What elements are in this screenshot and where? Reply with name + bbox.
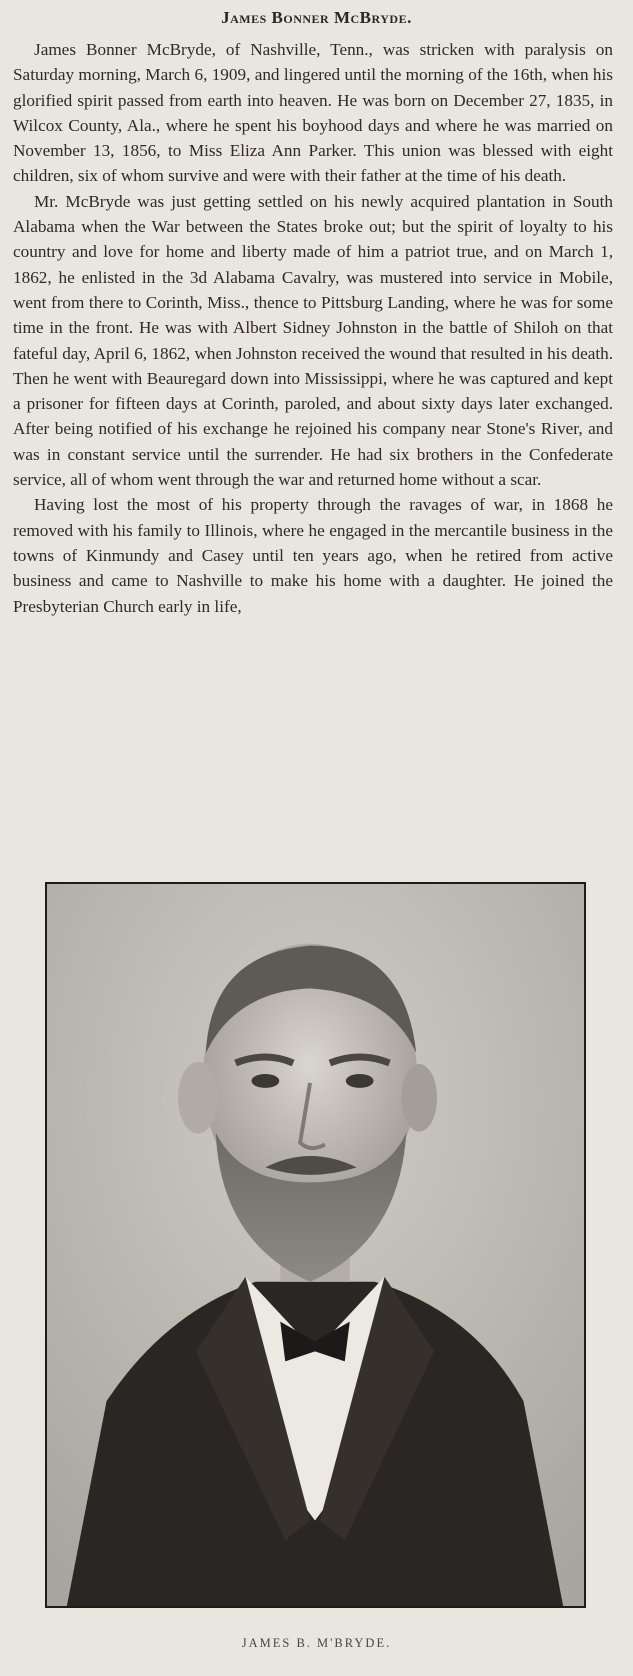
photo-caption: JAMES B. M'BRYDE.: [241, 1636, 392, 1650]
paragraph-1: James Bonner McBryde, of Nashville, Tenn., was stricken with paralysis on Saturday morning, March 6, 1909, and lingered until the morning of the 16th, when his glorified spirit passed from earth into heaven. He was born on December 27, 1835, in Wilcox County, Ala., where he spent his boyhood days and where he was married on November 13, 1856, to Miss Eliza Ann Parker. This union was blessed with eight children, six of whom survive and were with their father at the time of his death.: [13, 40, 613, 186]
portrait-photo: [45, 882, 586, 1608]
paragraph-3: Having lost the most of his property through the ravages of war, in 1868 he removed with his family to Illinois, where he engaged in the mercantile business in the towns of Kinmundy and Casey until ten years ago, when he retired from active business and came to Nashville to make his home with a daughter. He joined the Presbyterian Church early in life,: [13, 495, 613, 616]
article-heading: James Bonner McBryde.: [221, 8, 412, 27]
portrait-image: [47, 884, 584, 1606]
paragraph-2: Mr. McBryde was just getting settled on his newly acquired plantation in South Alabama when the War between the States broke out; but the spirit of loyalty to his country and love for home and liberty made of him a patriot true, and on March 1, 1862, he enlisted in the 3d Alabama Cavalry, was mustered into service in Mobile, went from there to Corinth, Miss., thence to Pittsburg Landing, where he was for some time in the front. He was with Albert Sidney Johnston in the battle of Shiloh on that fateful day, April 6, 1862, when Johnston received the wound that resulted in his death. Then he went with Beauregard down into Mississippi, where he was captured and kept a prisoner for fifteen days at Corinth, paroled, and about sixty days later exchanged. After being notified of his exchange he rejoined his company near Stone's River, and was in constant service until the surrender. He had six brothers in the Confederate service, all of whom went through the war and returned home without a scar.: [13, 191, 613, 490]
article-body: [13, 37, 613, 619]
